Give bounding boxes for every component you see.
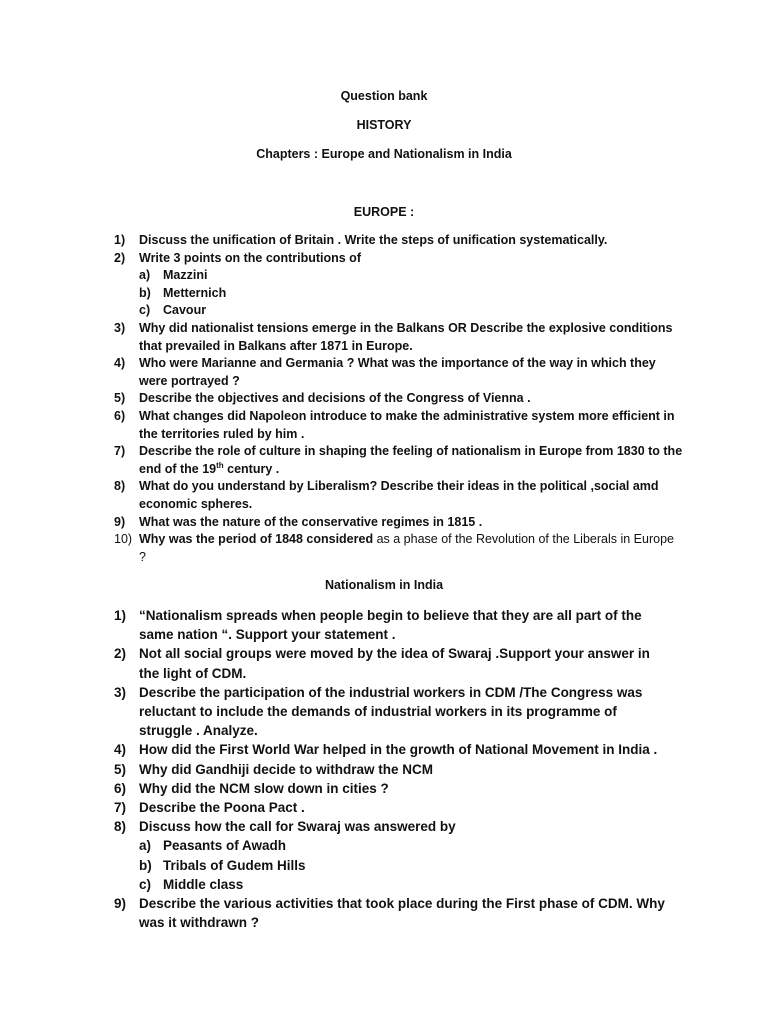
question-number: 2) bbox=[114, 250, 126, 265]
sub-item bbox=[139, 856, 669, 875]
question-number: 3) bbox=[114, 320, 126, 335]
sub-item bbox=[139, 267, 684, 285]
question-text: Why was the period of 1848 considered bbox=[139, 532, 374, 547]
question-number: 3) bbox=[114, 684, 127, 700]
sub-text: Middle class bbox=[163, 876, 244, 892]
india-question-list bbox=[114, 606, 669, 932]
europe-heading: EUROPE : bbox=[353, 205, 415, 219]
question-number: 8) bbox=[114, 479, 126, 494]
europe-q9 bbox=[114, 514, 684, 532]
europe-q1 bbox=[114, 232, 684, 250]
sub-label: b) bbox=[139, 285, 151, 300]
sub-item bbox=[139, 836, 669, 855]
sub-text: Cavour bbox=[163, 303, 207, 318]
sub-text: Tribals of Gudem Hills bbox=[163, 857, 306, 873]
question-number: 5) bbox=[114, 391, 126, 406]
question-number: 10) bbox=[114, 532, 133, 547]
india-q2 bbox=[114, 644, 669, 682]
europe-q6 bbox=[114, 408, 684, 443]
india-q4 bbox=[114, 740, 669, 759]
india-q3 bbox=[114, 683, 669, 741]
question-text-tail: century . bbox=[223, 461, 280, 476]
india-q6 bbox=[114, 779, 669, 798]
india-q8 bbox=[114, 817, 669, 894]
question-number: 1) bbox=[114, 233, 126, 247]
question-number: 7) bbox=[114, 800, 127, 816]
question-number: 6) bbox=[114, 780, 127, 796]
question-text: Write 3 points on the contributions of bbox=[139, 250, 361, 265]
question-text: Describe the Poona Pact . bbox=[139, 800, 305, 816]
question-text: How did the First World War helped in the growth of National Movement in India . bbox=[139, 742, 658, 758]
question-text: Why did Gandhiji decide to withdraw the NCM bbox=[139, 761, 434, 777]
question-text: Why did the NCM slow down in cities ? bbox=[139, 780, 389, 796]
question-number: 2) bbox=[114, 646, 127, 662]
question-text: “Nationalism spreads when people begin to believe that they are all part of the same nation “. Support your statement . bbox=[139, 608, 642, 643]
sub-text: Peasants of Awadh bbox=[163, 838, 287, 854]
question-text: Describe the role of culture in shaping the feeling of nationalism in Europe from 1830 to the end of the 19 bbox=[139, 444, 683, 476]
question-number: 4) bbox=[114, 742, 127, 758]
sub-label: c) bbox=[139, 876, 152, 892]
superscript: th bbox=[216, 460, 224, 470]
sub-label: b) bbox=[139, 857, 152, 873]
question-text: What do you understand by Liberalism? Describe their ideas in the political ,social amd economic spheres. bbox=[139, 479, 659, 511]
question-text: Describe the various activities that took place during the First phase of CDM. Why was it withdrawn ? bbox=[139, 896, 665, 931]
india-q7 bbox=[114, 798, 669, 817]
europe-q7 bbox=[114, 443, 684, 478]
india-q1 bbox=[114, 606, 669, 644]
doc-title: Question bank bbox=[340, 89, 428, 103]
question-number: 9) bbox=[114, 896, 127, 912]
question-text: Describe the participation of the industrial workers in CDM /The Congress was reluctant to include the demands of industrial workers in its programme of struggle . Analyze. bbox=[139, 684, 643, 739]
sub-item bbox=[139, 302, 684, 320]
chapters-title: Chapters : Europe and Nationalism in India bbox=[256, 147, 512, 161]
europe-q8 bbox=[114, 478, 684, 513]
india-q9 bbox=[114, 894, 669, 932]
question-text: Describe the objectives and decisions of the Congress of Vienna . bbox=[139, 391, 531, 406]
europe-q3 bbox=[114, 320, 684, 355]
sub-list bbox=[139, 836, 669, 894]
question-number: 1) bbox=[114, 608, 127, 623]
question-text: Why did nationalist tensions emerge in the Balkans OR Describe the explosive conditions that prevailed in Balkans after 1871 in Europe. bbox=[139, 320, 673, 353]
sub-text: Mazzini bbox=[163, 268, 208, 283]
question-text: Not all social groups were moved by the idea of Swaraj .Support your answer in the light of CDM. bbox=[139, 646, 650, 681]
sub-label: a) bbox=[139, 268, 151, 283]
europe-question-list bbox=[114, 232, 684, 566]
sub-list bbox=[139, 267, 684, 320]
subject-title: HISTORY bbox=[356, 118, 412, 132]
question-number: 5) bbox=[114, 761, 127, 777]
question-text: Discuss the unification of Britain . Write the steps of unification systematically. bbox=[139, 233, 608, 247]
question-text: What was the nature of the conservative regimes in 1815 . bbox=[139, 514, 483, 529]
sub-item bbox=[139, 875, 669, 894]
europe-q10 bbox=[114, 531, 684, 566]
europe-q5 bbox=[114, 390, 684, 408]
question-number: 9) bbox=[114, 514, 126, 529]
sub-item bbox=[139, 285, 684, 303]
question-text: Who were Marianne and Germania ? What was the importance of the way in which they were portrayed ? bbox=[139, 356, 656, 388]
sub-label: a) bbox=[139, 838, 152, 854]
india-heading: Nationalism in India bbox=[324, 578, 444, 592]
question-text: Discuss how the call for Swaraj was answered by bbox=[139, 819, 456, 835]
question-number: 7) bbox=[114, 444, 126, 459]
question-text-normal: as a phase of the Revolution of the Liberals in Europe ? bbox=[139, 532, 674, 564]
question-number: 4) bbox=[114, 356, 126, 371]
india-q5 bbox=[114, 760, 669, 779]
europe-q4 bbox=[114, 355, 684, 390]
sub-text: Metternich bbox=[163, 285, 227, 300]
sub-label: c) bbox=[139, 303, 151, 318]
europe-q2 bbox=[114, 250, 684, 320]
question-text: What changes did Napoleon introduce to make the administrative system more efficient in the territories ruled by him . bbox=[139, 408, 675, 441]
question-number: 8) bbox=[114, 819, 127, 835]
question-number: 6) bbox=[114, 408, 126, 423]
